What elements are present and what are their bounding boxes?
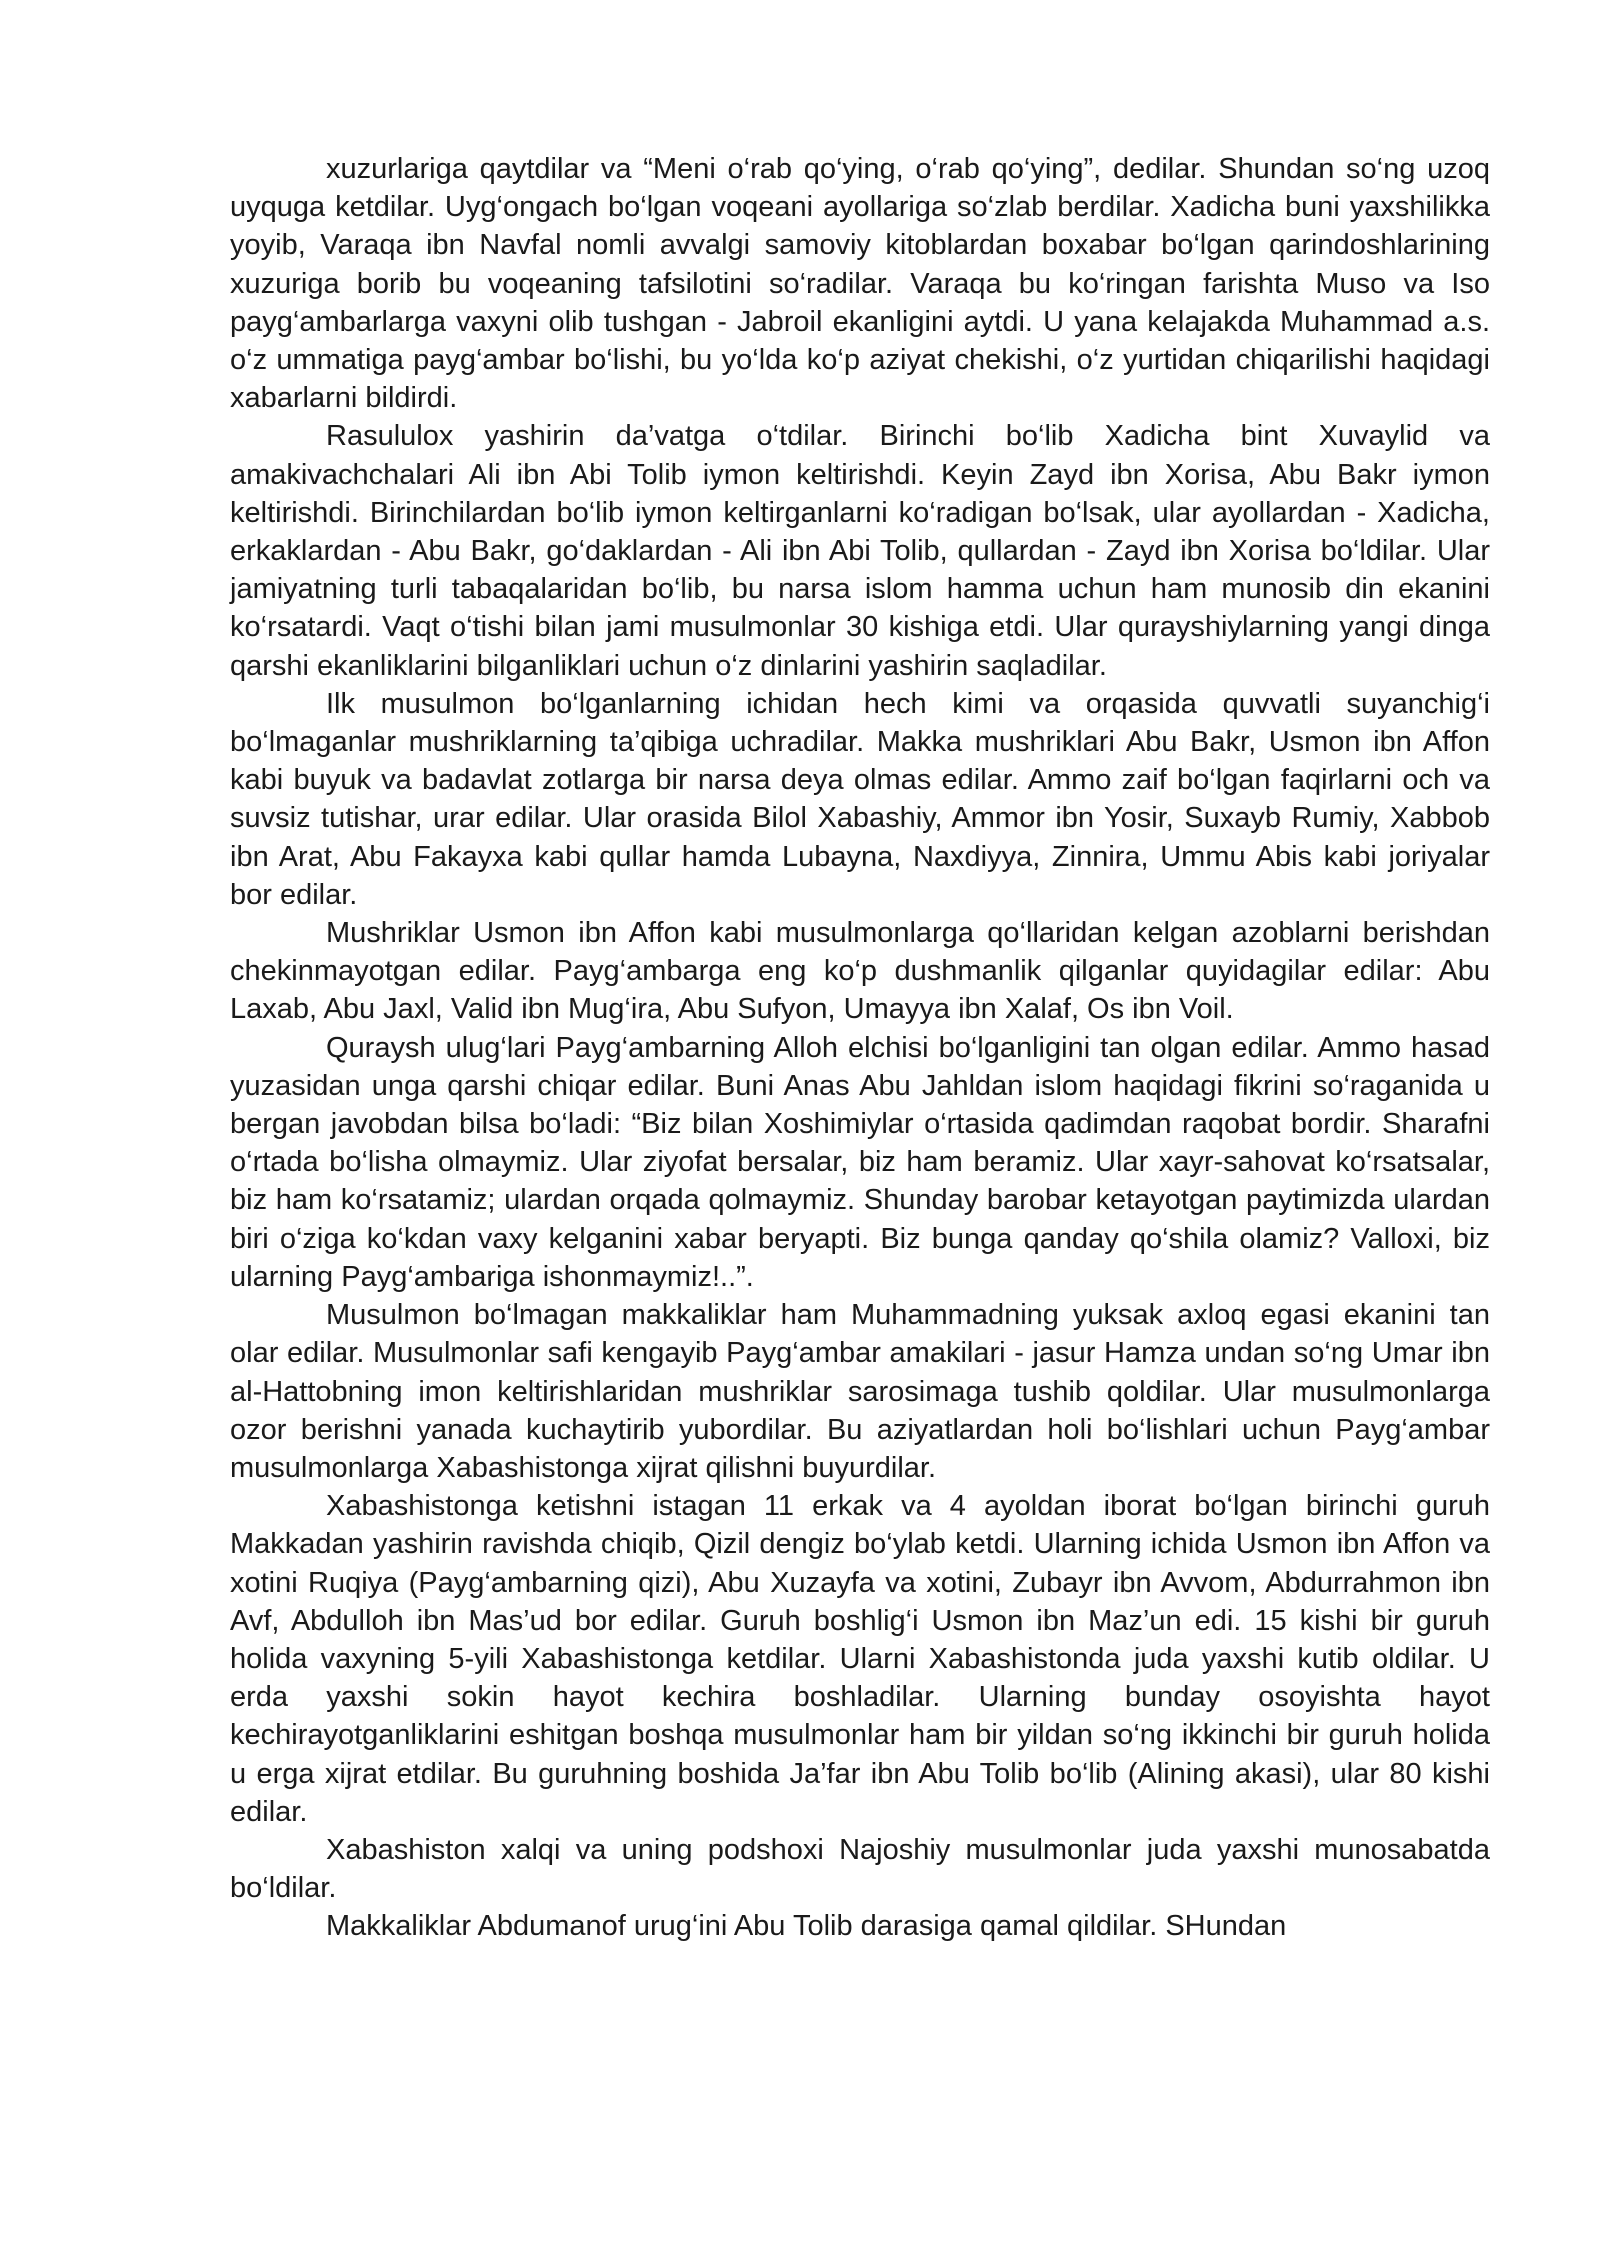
paragraph: Musulmon bo‘lmagan makkaliklar ham Muhammadning yuksak axloq egasi ekanini tan olar edilar. Musulmonlar safi kengayib Payg‘ambar amakilari - jasur Hamza undan so‘ng Umar ibn al-Hattobning imon keltirishlaridan mushriklar sarosimaga tushib qoldilar. Ular musulmonlarga ozor berishni yanada kuchaytirib yubordilar. Bu aziyatlardan holi bo‘lishlari uchun Payg‘ambar musulmonlarga Xabashistonga xijrat qilishni buyurdilar.: [230, 1299, 1490, 1484]
paragraph: Xabashistonga ketishni istagan 11 erkak va 4 ayoldan iborat bo‘lgan birinchi guruh Makkadan yashirin ravishda chiqib, Qizil dengiz bo‘ylab ketdi. Ularning ichida Usmon ibn Affon va xotini Ruqiya (Payg‘ambarning qizi), Abu Xuzayfa va xotini, Zubayr ibn Avvom, Abdurrahmon ibn Avf, Abdulloh ibn Mas’ud bor edilar. Guruh boshlig‘i Usmon ibn Maz’un edi. 15 kishi bir guruh holida vaxyning 5-yili Xabashistonga ketdilar. Ularni Xabashistonda juda yaxshi kutib oldilar. U erda yaxshi sokin hayot kechira boshladilar. Ularning bunday osoyishta hayot kechirayotganliklarini eshitgan boshqa musulmonlar ham bir yildan so‘ng ikkinchi bir guruh holida u erga xijrat etdilar. Bu guruhning boshida Ja’far ibn Abu Tolib bo‘lib (Alining akasi), ular 80 kishi edilar.: [230, 1490, 1490, 1828]
paragraph: xuzurlariga qaytdilar va “Meni o‘rab qo‘ying, o‘rab qo‘ying”, dedilar. Shundan so‘ng uzoq uyquga ketdilar. Uyg‘ongach bo‘lgan voqeani ayollariga so‘zlab berdilar. Xadicha buni yaxshilikka yoyib, Varaqa ibn Navfal nomli avvalgi samoviy kitoblardan boxabar bo‘lgan qarindoshlarining xuzuriga borib bu voqeaning tafsilotini so‘radilar. Varaqa bu ko‘ringan farishta Muso va Iso payg‘ambarlarga vaxyni olib tushgan - Jabroil ekanligini aytdi. U yana kelajakda Muhammad a.s. o‘z ummatiga payg‘ambar bo‘lishi, bu yo‘lda ko‘p aziyat chekishi, o‘z yurtidan chiqarilishi haqidagi xabarlarni bildirdi.: [230, 153, 1490, 415]
paragraph: Mushriklar Usmon ibn Affon kabi musulmonlarga qo‘llaridan kelgan azoblarni berishdan chekinmayotgan edilar. Payg‘ambarga eng ko‘p dushmanlik qilganlar quyidagilar edilar: Abu Laxab, Abu Jaxl, Valid ibn Mug‘ira, Abu Sufyon, Umayya ibn Xalaf, Os ibn Voil.: [230, 917, 1490, 1026]
paragraph: Rasululox yashirin da’vatga o‘tdilar. Birinchi bo‘lib Xadicha bint Xuvaylid va amakivachchalari Ali ibn Abi Tolib iymon keltirishdi. Keyin Zayd ibn Xorisa, Abu Bakr iymon keltirishdi. Birinchilardan bo‘lib iymon keltirganlarni ko‘radigan bo‘lsak, ular ayollardan - Xadicha, erkaklardan - Abu Bakr, go‘daklardan - Ali ibn Abi Tolib, qullardan - Zayd ibn Xorisa bo‘ldilar. Ular jamiyatning turli tabaqalaridan bo‘lib, bu narsa islom hamma uchun ham munosib din ekanini ko‘rsatardi. Vaqt o‘tishi bilan jami musulmonlar 30 kishiga etdi. Ular qurayshiylarning yangi dinga qarshi ekanliklarini bilganliklari uchun o‘z dinlarini yashirin saqladilar.: [230, 420, 1490, 682]
paragraph: Quraysh ulug‘lari Payg‘ambarning Alloh elchisi bo‘lganligini tan olgan edilar. Ammo hasad yuzasidan unga qarshi chiqar edilar. Buni Anas Abu Jahldan islom haqidagi fikrini so‘raganida u bergan javobdan bilsa bo‘ladi: “Biz bilan Xoshimiylar o‘rtasida qadimdan raqobat bordir. Sharafni o‘rtada bo‘lisha olmaymiz. Ular ziyofat bersalar, biz ham beramiz. Ular xayr-sahovat ko‘rsatsalar, biz ham ko‘rsatamiz; ulardan orqada qolmaymiz. Shunday barobar ketayotgan paytimizda ulardan biri o‘ziga ko‘kdan vaxy kelganini xabar beryapti. Biz bunga qanday qo‘shila olamiz? Valloxi, biz ularning Payg‘ambariga ishonmaymiz!..”.: [230, 1031, 1490, 1293]
document-body: [230, 150, 1490, 1946]
paragraph-continued: Makkaliklar Abdumanof urug‘ini Abu Tolib darasiga qamal qildilar. SHundan: [326, 1910, 1287, 1943]
paragraph: Xabashiston xalqi va uning podshoxi Najoshiy musulmonlar juda yaxshi munosabatda bo‘ldilar.: [230, 1833, 1490, 1905]
paragraph: Ilk musulmon bo‘lganlarning ichidan hech kimi va orqasida quvvatli suyanchig‘i bo‘lmaganlar mushriklarning ta’qibiga uchradilar. Makka mushriklari Abu Bakr, Usmon ibn Affon kabi buyuk va badavlat zotlarga bir narsa deya olmas edilar. Ammo zaif bo‘lgan faqirlarni och va suvsiz tutishar, urar edilar. Ular orasida Bilol Xabashiy, Ammor ibn Yosir, Suxayb Rumiy, Xabbob ibn Arat, Abu Fakayxa kabi qullar hamda Lubayna, Naxdiyya, Zinnira, Ummu Abis kabi joriyalar bor edilar.: [230, 687, 1490, 911]
